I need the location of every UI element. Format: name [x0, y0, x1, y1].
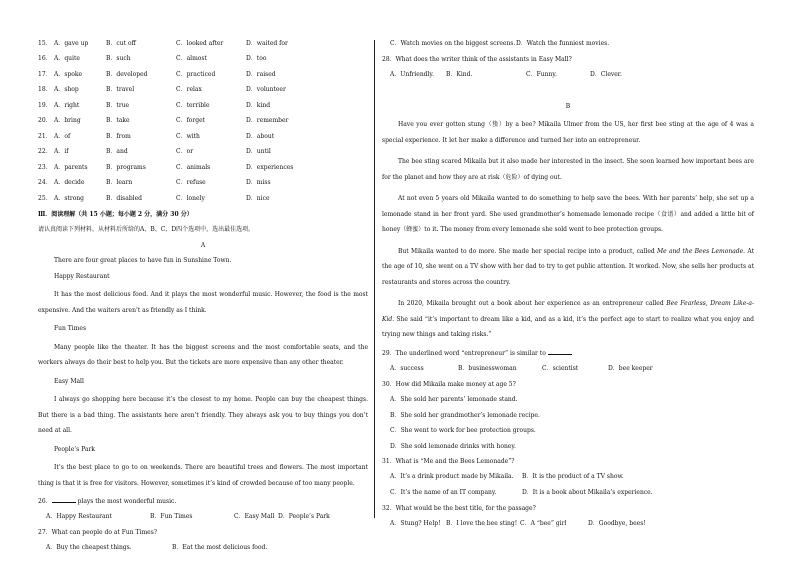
passage-b-paragraph: Have you ever gotten stung（蛰）by a bee? Mikaila Ulmer from the US, her first bee sting at the age of 4 was a special experience. It let her make a difference and turned her into an entrepreneur.: [382, 121, 754, 144]
passage-b-paragraph: At not even 5 years old Mikaila wanted to do something to help save the bees. With her parents’ help, she set up a lemonade stand in her front yard. She used grandmother’s homemade lemonade recipe（食谱）and added a little bit of honey（蜂蜜）to it. The money from every lemonade she sold went to bee protection groups.: [382, 195, 754, 233]
option-a[interactable]: A．bring: [54, 117, 81, 125]
option-a[interactable]: A．She sold her parents’ lemonade stand.: [390, 396, 518, 403]
option-a[interactable]: A．if: [54, 148, 69, 156]
option-b[interactable]: B．true: [106, 101, 130, 109]
option-a[interactable]: A．shop: [54, 86, 79, 94]
option-b[interactable]: B．developed: [106, 70, 148, 78]
passage-b-label: B: [565, 102, 571, 110]
option-b[interactable]: B．I love the bee sting!: [446, 519, 518, 527]
option-a[interactable]: A．of: [54, 132, 71, 140]
cloze-option-row: [38, 160, 368, 176]
option-d[interactable]: D．kind: [246, 101, 271, 109]
question-26: [38, 494, 368, 510]
question-32-stem: 32．What would be the best title, for the passage?: [382, 504, 536, 512]
option-b[interactable]: B．Kind.: [446, 70, 473, 78]
option-d[interactable]: D．nice: [246, 194, 270, 202]
option-a[interactable]: A．Buy the cheapest things.: [46, 544, 132, 552]
question-29-options: [382, 361, 754, 377]
question-29: [382, 346, 754, 362]
section3-heading: Ⅲ．阅读理解（共 15 小题；每小题 2 分，满分 30 分）: [38, 210, 193, 218]
passage-a-label: A: [200, 241, 206, 249]
option-b[interactable]: B．cut off: [106, 39, 136, 47]
text-run: In 2020, Mikaila brought out a book about her experience as an entrepreneur called: [398, 300, 667, 307]
question-number: 21．: [38, 132, 52, 140]
question-31-stem: 31．What is “Me and the Bees Lemonade”?: [382, 458, 515, 465]
question-27-stem: 27．What can people do at Fun Times?: [38, 529, 158, 536]
column-divider: [374, 40, 375, 518]
question-number: 17．: [38, 70, 52, 78]
option-b[interactable]: B．It is the product of a TV show.: [522, 473, 624, 481]
option-a[interactable]: A．Stung? Help!: [390, 519, 441, 527]
option-d[interactable]: D．It is a book about Mikaila’s experience.: [522, 488, 653, 496]
place-description: I always go shopping here because it’s the closest to my home. People can buy the cheapest things. But there is a bad thing. The assistants here aren’t friendly. They always ask you to buy things you don’t need at all.: [38, 396, 368, 434]
question-number: 23．: [38, 163, 52, 171]
question-number: 26．: [38, 498, 52, 505]
option-d[interactable]: D．remember: [246, 117, 289, 125]
text-run: . She said “it’s important to dream like a kid, and as a kid, it’s the perfect age to start to realize what you enjoy and trying new things and taking risks.”: [382, 315, 754, 338]
question-28-options: [382, 67, 754, 83]
option-c[interactable]: C．refuse: [176, 179, 206, 187]
option-c[interactable]: C．with: [176, 132, 200, 140]
product-title: Me and the Bees Lemonade: [657, 247, 744, 255]
question-32-options: [382, 516, 754, 532]
left-column: [38, 36, 368, 556]
place-name: Fun Times: [54, 325, 87, 332]
option-c[interactable]: C．A “bee” girl: [520, 519, 567, 527]
text-run: . At the age of 10, she went on a TV show with her dad to try to get public attention. It worked. Now, she sells her products at restaurants and stores across the country.: [382, 247, 754, 286]
place-name: Easy Mall: [54, 377, 84, 385]
question-stem: 29．The underlined word “entrepreneur” is similar to: [382, 349, 546, 357]
cloze-option-row: [38, 98, 368, 114]
question-26-options: [38, 510, 368, 526]
option-d[interactable]: D．She sold lemonade drinks with honey.: [390, 442, 516, 450]
question-number: 19．: [38, 101, 52, 109]
question-number: 25．: [38, 194, 52, 202]
option-d[interactable]: D．Clever.: [590, 70, 622, 78]
question-number: 20．: [38, 117, 52, 125]
cloze-option-row: [38, 114, 368, 130]
option-d[interactable]: D．Goodbye, bees!: [588, 519, 646, 527]
option-c[interactable]: C．She went to work for bee protection groups.: [390, 427, 536, 434]
option-c[interactable]: C．It’s the name of an IT company.: [390, 488, 497, 496]
place-name: People’s Park: [54, 445, 95, 453]
option-b[interactable]: B．programs: [106, 163, 146, 171]
place-name: Happy Restaurant: [54, 272, 110, 280]
question-number: 16．: [38, 55, 52, 63]
option-b[interactable]: B．and: [106, 148, 128, 156]
passage-b-paragraph: The bee sting scared Mikaila but it also made her interested in the insect. She soon learned how important bees are for the planet and how they are at risk（危险）of dying out.: [382, 158, 754, 181]
option-a[interactable]: A．Happy Restaurant: [46, 513, 112, 521]
place-description: It’s the best place to go to on weekends. There are beautiful trees and flowers. The most important thing is that it is free for visitors. However, sometimes it’s kind of crowded because of too many people.: [38, 464, 368, 487]
option-c[interactable]: C．forget: [176, 117, 206, 125]
option-b[interactable]: B．Fun Times: [150, 513, 193, 521]
option-d[interactable]: D．miss: [246, 179, 271, 187]
option-b[interactable]: B．learn: [106, 179, 133, 187]
option-d[interactable]: D．experiences: [246, 163, 294, 171]
option-c[interactable]: C．looked after: [176, 39, 224, 47]
passage-b-paragraph: [382, 293, 754, 346]
option-a[interactable]: A．right: [54, 101, 80, 109]
option-c[interactable]: C．Funny.: [526, 70, 557, 78]
option-c[interactable]: C．practiced: [176, 70, 216, 78]
option-c[interactable]: C．lonely: [176, 194, 205, 202]
option-b[interactable]: B．take: [106, 117, 130, 125]
question-number: 24．: [38, 179, 52, 187]
option-d[interactable]: D．volunteer: [246, 86, 286, 94]
option-d[interactable]: D．about: [246, 132, 275, 140]
option-b[interactable]: B．travel: [106, 86, 135, 94]
question-31-options-cd: [382, 485, 754, 501]
option-b[interactable]: B．from: [106, 132, 131, 140]
passage-b-paragraph: [382, 241, 754, 294]
option-b[interactable]: B．such: [106, 55, 131, 63]
cloze-options-grid: [38, 36, 368, 207]
question-30-stem: 30．How did Mikaila make money at age 5?: [382, 380, 516, 388]
option-a[interactable]: A．Unfriendly.: [390, 70, 434, 78]
option-d[interactable]: D．raised: [246, 70, 276, 78]
cloze-option-row: [38, 191, 368, 207]
cloze-option-row: [38, 129, 368, 145]
question-28-stem: 28．What does the writer think of the assistants in Easy Mall?: [382, 55, 572, 63]
option-d[interactable]: D．waited for: [246, 39, 288, 47]
option-c[interactable]: C．scientist: [542, 364, 579, 372]
book-title: Bee Fearless, Dream Like-a-Kid: [382, 300, 754, 323]
option-a[interactable]: A．decide: [54, 179, 85, 187]
option-b[interactable]: B．Eat the most delicious food.: [172, 544, 268, 552]
option-a[interactable]: A．quite: [54, 55, 80, 63]
option-a[interactable]: A．spoke: [54, 70, 83, 78]
option-d[interactable]: D．Watch the funniest movies.: [516, 39, 610, 47]
option-c[interactable]: C．almost: [176, 55, 207, 63]
option-c[interactable]: C．animals: [176, 163, 211, 171]
passage-a-intro: There are four great places to have fun in Sunshine Town.: [54, 257, 232, 264]
place-description: Many people like the theater. It has the biggest screens and the most comfortable seats, and the workers always do their best to help you. But the tickets are more expensive than any other theater.: [38, 343, 368, 366]
option-a[interactable]: A．It’s a drink product made by Mikaila.: [390, 473, 514, 481]
option-d[interactable]: D．too: [246, 55, 267, 63]
option-c[interactable]: C．relax: [176, 86, 202, 94]
question-stem: plays the most wonderful music.: [77, 498, 177, 505]
option-d[interactable]: D．until: [246, 148, 271, 156]
option-a[interactable]: A．parents: [54, 163, 88, 171]
right-column: [382, 36, 754, 532]
option-c[interactable]: C．Watch movies on the biggest screens.: [390, 39, 516, 47]
option-c[interactable]: C．terrible: [176, 101, 210, 109]
answer-blank[interactable]: [52, 496, 76, 503]
question-31-options-ab: [382, 470, 754, 486]
option-b[interactable]: B．disabled: [106, 194, 142, 202]
option-a[interactable]: A．strong: [54, 194, 85, 202]
cloze-option-row: [38, 52, 368, 68]
answer-blank[interactable]: [548, 348, 572, 355]
question-number: 22．: [38, 148, 52, 156]
text-run: But Mikaila wanted to do more. She made her special recipe into a product, called: [398, 247, 658, 255]
cloze-option-row: [38, 176, 368, 192]
option-c[interactable]: C．Easy Mall: [234, 513, 275, 521]
cloze-option-row: [38, 67, 368, 83]
cloze-option-row: [38, 145, 368, 161]
question-27-options-cd: [382, 36, 754, 52]
option-b[interactable]: B．She sold her grandmother’s lemonade recipe.: [390, 411, 540, 419]
option-d[interactable]: D．bee keeper: [608, 364, 653, 372]
cloze-option-row: [38, 36, 368, 52]
option-b[interactable]: B．businesswoman: [458, 364, 517, 372]
question-number: 15．: [38, 39, 52, 47]
question-number: 18．: [38, 86, 52, 94]
option-c[interactable]: C．or: [176, 148, 194, 156]
option-a[interactable]: A．gave up: [54, 39, 89, 47]
place-description: It has the most delicious food. And it plays the most wonderful music. However, the food is the most expensive. And the waiters aren’t as friendly as I think.: [38, 291, 368, 314]
cloze-option-row: [38, 83, 368, 99]
option-a[interactable]: A．success: [390, 364, 424, 372]
question-27-options: [38, 541, 368, 557]
section3-instruction: 请认真阅读下列材料，从材料后所给的A、B、C、D四个选项中，选出最佳选项。: [38, 226, 255, 233]
option-d[interactable]: D．People’s Park: [278, 513, 330, 521]
